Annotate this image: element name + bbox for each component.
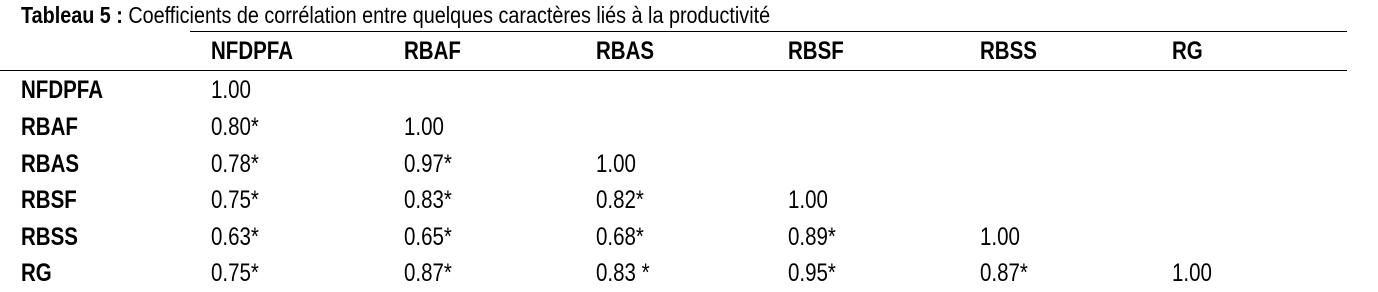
table-cell: 0.75* bbox=[211, 259, 259, 287]
table-cell: 0.78* bbox=[211, 150, 259, 178]
table-cell: 0.89* bbox=[788, 223, 836, 251]
table-cell: 1.00 bbox=[404, 113, 444, 141]
table-caption bbox=[21, 2, 770, 28]
table-header-rule bbox=[0, 70, 1347, 71]
table-cell: 0.80* bbox=[211, 113, 259, 141]
table-cell: 0.68* bbox=[596, 223, 644, 251]
row-header-rbss: RBSS bbox=[21, 223, 78, 251]
column-header-rbaf: RBAF bbox=[404, 37, 461, 65]
row-header-nfdpfa: NFDPFA bbox=[21, 76, 103, 104]
table-cell: 0.82* bbox=[596, 186, 644, 214]
table-cell: 0.95* bbox=[788, 259, 836, 287]
table-cell: 1.00 bbox=[1172, 259, 1212, 287]
column-header-rbas: RBAS bbox=[596, 37, 655, 65]
column-header-nfdpfa: NFDPFA bbox=[211, 37, 293, 65]
column-header-rbsf: RBSF bbox=[788, 37, 844, 65]
row-header-rbaf: RBAF bbox=[21, 113, 78, 141]
table-cell: 1.00 bbox=[211, 76, 251, 104]
table-cell: 0.75* bbox=[211, 186, 259, 214]
table-top-rule bbox=[190, 31, 1347, 32]
table-cell: 0.83 * bbox=[596, 259, 650, 287]
column-header-rg: RG bbox=[1172, 37, 1203, 65]
table-cell: 1.00 bbox=[980, 223, 1020, 251]
table-cell: 0.87* bbox=[980, 259, 1028, 287]
table-cell: 1.00 bbox=[596, 150, 636, 178]
table-cell: 0.65* bbox=[404, 223, 452, 251]
table-cell: 0.97* bbox=[404, 150, 452, 178]
table-cell: 0.87* bbox=[404, 259, 452, 287]
caption-text: Coefficients de corrélation entre quelques caractères liés à la productivité bbox=[122, 2, 771, 28]
table-cell: 1.00 bbox=[788, 186, 828, 214]
table-cell: 0.63* bbox=[211, 223, 259, 251]
caption-label: Tableau 5 : bbox=[21, 2, 123, 28]
table-cell: 0.83* bbox=[404, 186, 452, 214]
row-header-rg: RG bbox=[21, 259, 52, 287]
column-header-rbss: RBSS bbox=[980, 37, 1037, 65]
row-header-rbas: RBAS bbox=[21, 150, 80, 178]
row-header-rbsf: RBSF bbox=[21, 186, 77, 214]
